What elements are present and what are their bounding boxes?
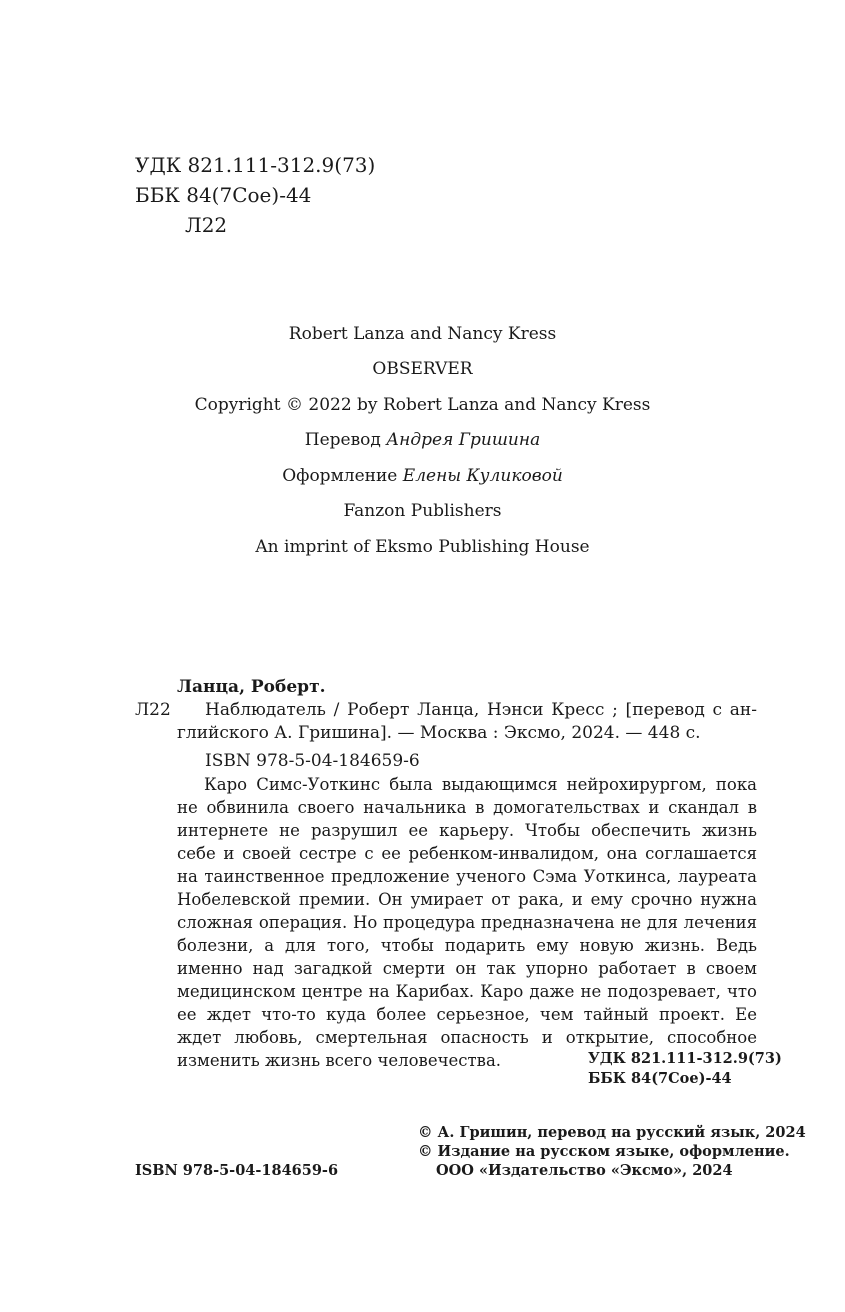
copyright-translation: © А. Гришин, перевод на русский язык, 2024	[418, 1124, 806, 1141]
copyright-line: Copyright © 2022 by Robert Lanza and Nancy Kress	[194, 395, 651, 415]
footer-isbn: ISBN 978-5-04-184659-6	[135, 1162, 339, 1179]
copyright-edition-line2: ООО «Издательство «Эксмо», 2024	[436, 1162, 733, 1179]
bottom-bbk-code: ББК 84(7Сое)-44	[588, 1070, 732, 1087]
publisher: Fanzon Publishers	[343, 501, 502, 521]
bbk-code: ББК 84(7Сое)-44	[135, 183, 312, 207]
designer-name: Елены Куликовой	[402, 466, 563, 486]
designer-line	[0, 466, 845, 486]
catalog-mark: Л22	[135, 700, 171, 720]
copyright-edition-line1: © Издание на русском языке, оформление.	[418, 1143, 790, 1160]
translator-name: Андрея Гришина	[386, 430, 541, 450]
catalog-isbn: ISBN 978-5-04-184659-6	[205, 751, 420, 771]
bottom-udk-code: УДК 821.111-312.9(73)	[588, 1050, 782, 1067]
catalog-author-heading: Ланца, Роберт.	[177, 677, 326, 697]
imprint: An imprint of Eksmo Publishing House	[255, 537, 590, 557]
author-mark: Л22	[185, 213, 228, 237]
translator-line	[0, 430, 845, 450]
catalog-description-line2: глийского А. Гришина]. — Москва : Эксмо, 2024. — 448 с.	[177, 723, 701, 743]
original-authors: Robert Lanza and Nancy Kress	[288, 324, 557, 344]
design-prefix: Оформление	[282, 466, 398, 486]
annotation: Каро Симс-Уоткинс была выдающимся нейрохирургом, пока не обвинила своего начальника в домогательствах и скандал в интернете не разрушил ее карьеру. Чтобы обеспечить жизнь себе и своей сестре с ее ребенком-инвалидом, она соглашается на таинственное предложение ученого Сэма Уоткинса, лауреата Нобелевской премии. Он умирает от рака, и ему срочно нужна сложная операция. Но процедура предназначена не для лечения болезни, а для того, чтобы подарить ему новую жизнь. Ведь именно над загадкой смерти он так упорно работает в своем медицинском центре на Карибах. Каро даже не подозревает, что ее ждет что-то куда более серьезное, чем тайный проект. Ее ждет любовь, смертельная опасность и открытие, способное изменить жизнь всего человечества.	[177, 775, 757, 1070]
original-title: OBSERVER	[372, 359, 473, 379]
translation-prefix: Перевод	[304, 430, 381, 450]
catalog-description-line1: Наблюдатель / Роберт Ланца, Нэнси Кресс ; [перевод с ан-	[205, 700, 757, 720]
udk-code: УДК 821.111-312.9(73)	[135, 153, 376, 177]
